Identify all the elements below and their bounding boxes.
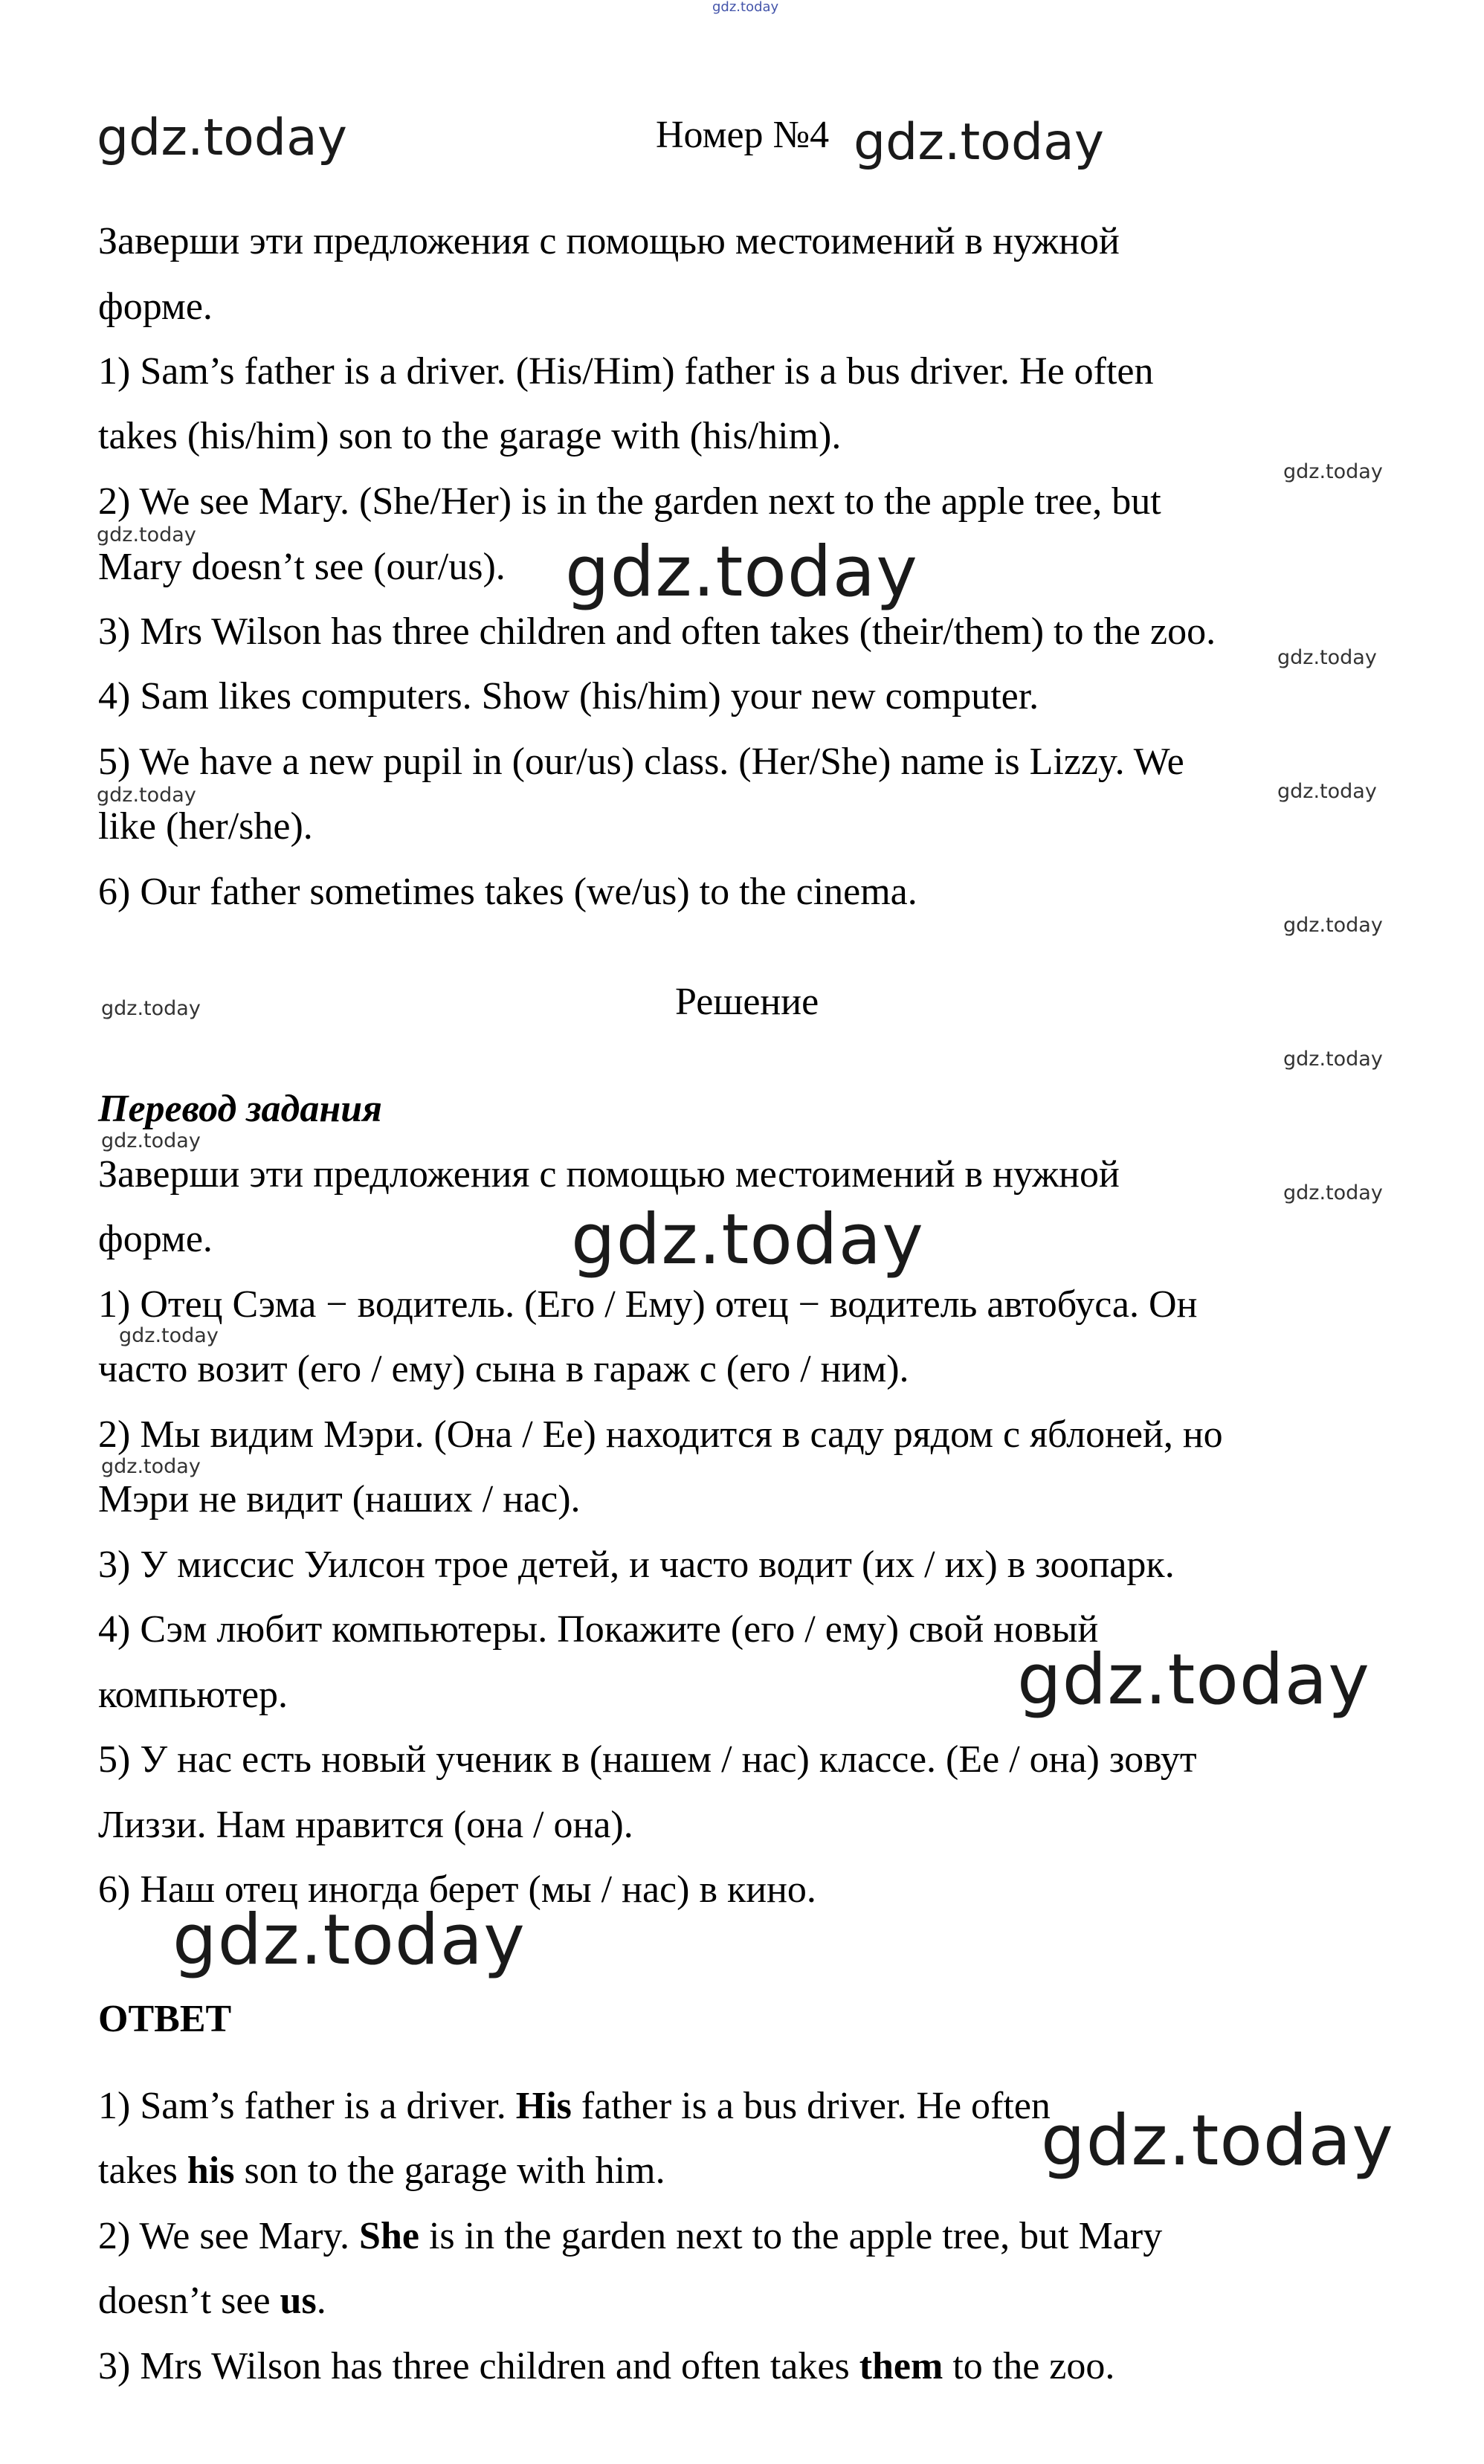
answer-text-part: father is a bus driver. He often: [571, 2085, 1051, 2127]
translation-line: 1) Отец Сэма − водитель. (Его / Ему) отец − водитель автобуса. Он: [98, 1283, 1198, 1326]
watermark-big: gdz.today: [565, 532, 918, 613]
answer-text-part: is in the garden next to the apple tree, but Mary: [419, 2215, 1163, 2257]
task-line: Mary doesn’t see (our/us).: [98, 546, 506, 588]
translation-line: 5) У нас есть новый ученик в (нашем / нас) классе. (Ее / она) зовут: [98, 1738, 1197, 1781]
watermark-small: gdz.today: [97, 523, 196, 546]
watermark-small: gdz.today: [1277, 780, 1377, 803]
translation-line: 6) Наш отец иногда берет (мы / нас) в кино.: [98, 1868, 816, 1911]
task-line: 6) Our father sometimes takes (we/us) to the cinema.: [98, 871, 917, 913]
watermark-small: gdz.today: [1283, 1048, 1383, 1071]
answer-text-part: 1) Sam’s father is a driver.: [98, 2085, 516, 2127]
answer-word: us: [280, 2280, 317, 2322]
watermark-top: gdz.today: [712, 0, 779, 15]
answer-word: She: [359, 2215, 419, 2257]
translation-heading: Перевод задания: [98, 1088, 382, 1130]
translation-line: Мэри не видит (наших / нас).: [98, 1478, 581, 1520]
page-title: [656, 113, 829, 158]
translation-line: компьютер.: [98, 1674, 288, 1716]
task-line: 5) We have a new pupil in (our/us) class. (Her/She) name is Lizzy. We: [98, 741, 1184, 783]
watermark-big: gdz.today: [571, 1199, 924, 1280]
watermark-small: gdz.today: [101, 997, 201, 1020]
answer-text-part: doesn’t see: [98, 2280, 280, 2322]
answer-text-part: 2) We see Mary.: [98, 2215, 360, 2257]
task-line: 2) We see Mary. (She/Her) is in the garden next to the apple tree, but: [98, 480, 1161, 523]
translation-line: часто возит (его / ему) сына в гараж с (его / ним).: [98, 1348, 909, 1390]
task-line: 1) Sam’s father is a driver. (His/Him) father is a bus driver. He often: [98, 350, 1154, 393]
translation-line: 4) Сэм любит компьютеры. Покажите (его / ему) свой новый: [98, 1608, 1099, 1651]
task-line: Заверши эти предложения с помощью местоимений в нужной: [98, 220, 1120, 262]
watermark-header-left: gdz.today: [97, 109, 347, 167]
watermark-small: gdz.today: [119, 1324, 219, 1347]
watermark-header-title: gdz.today: [854, 113, 1104, 172]
answer-text-part: takes: [98, 2149, 187, 2192]
answer-text-part: .: [316, 2280, 326, 2322]
answer-text-part: son to the garage with him.: [234, 2149, 665, 2192]
watermark-small: gdz.today: [101, 1455, 201, 1478]
answer-text-part: 3) Mrs Wilson has three children and often takes: [98, 2345, 859, 2387]
translation-line: 2) Мы видим Мэри. (Она / Ее) находится в саду рядом с яблоней, но: [98, 1413, 1223, 1456]
watermark-small: gdz.today: [1283, 1181, 1383, 1204]
answer-word: His: [515, 2085, 572, 2127]
solution-heading: Решение: [675, 981, 819, 1023]
translation-line: Лиззи. Нам нравится (она / она).: [98, 1804, 633, 1846]
task-line: 4) Sam likes computers. Show (his/him) your new computer.: [98, 675, 1039, 717]
answer-line: [98, 2214, 1162, 2259]
answer-word: them: [859, 2345, 943, 2387]
watermark-small: gdz.today: [1277, 646, 1377, 669]
watermark-small: gdz.today: [1283, 460, 1383, 483]
watermark-big: gdz.today: [1017, 1639, 1370, 1720]
task-line: like (her/she).: [98, 805, 313, 848]
answer-line: [98, 2084, 1051, 2129]
task-line: форме.: [98, 286, 213, 328]
watermark-small: gdz.today: [97, 784, 196, 807]
task-line: 3) Mrs Wilson has three children and often takes (their/them) to the zoo.: [98, 610, 1216, 653]
answer-heading: ОТВЕТ: [98, 1998, 232, 2040]
task-line: takes (his/him) son to the garage with (his/him).: [98, 415, 842, 457]
watermark-small: gdz.today: [101, 1129, 201, 1152]
translation-line: форме.: [98, 1218, 213, 1260]
translation-line: Заверши эти предложения с помощью местоимений в нужной: [98, 1153, 1120, 1196]
page-title-text: Номер №4: [656, 114, 830, 156]
watermark-small: gdz.today: [1283, 914, 1383, 937]
watermark-big: gdz.today: [172, 1900, 526, 1981]
answer-line: [98, 2344, 1114, 2389]
answer-text-part: to the zoo.: [943, 2345, 1115, 2387]
answer-line: [98, 2279, 326, 2323]
watermark-big: gdz.today: [1041, 2100, 1394, 2181]
answer-line: [98, 2149, 665, 2193]
answer-word: his: [187, 2149, 235, 2192]
translation-line: 3) У миссис Уилсон трое детей, и часто водит (их / их) в зоопарк.: [98, 1544, 1175, 1586]
